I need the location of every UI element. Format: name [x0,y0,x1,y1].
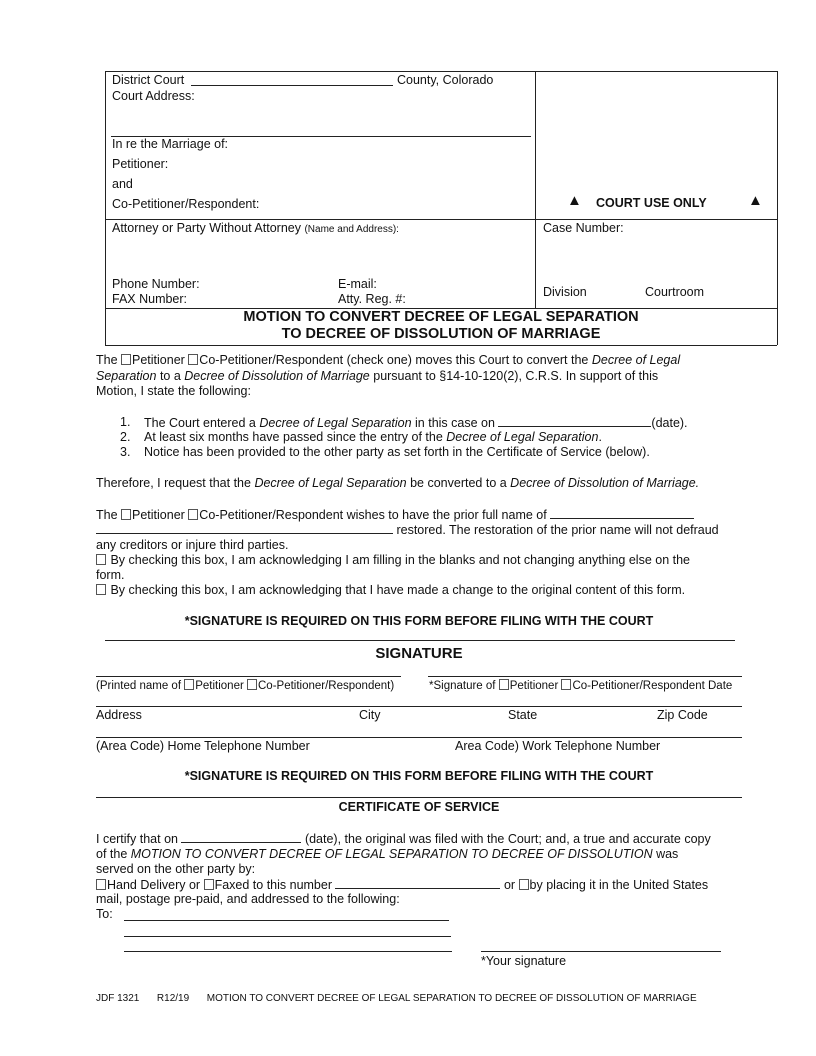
footer-form-id: JDF 1321 [96,993,140,1004]
caption-left-border [105,71,106,345]
signature-required-notice: *SIGNATURE IS REQUIRED ON THIS FORM BEFORE FILING WITH THE COURT [184,614,654,628]
address-line[interactable] [96,706,742,707]
printed-name-line[interactable] [96,676,401,677]
restore-petitioner-checkbox[interactable] [121,509,131,520]
certificate-required-notice: *SIGNATURE IS REQUIRED ON THIS FORM BEFORE FILING WITH THE COURT [184,769,654,783]
ack-blanks-line: By checking this box, I am acknowledging I am filling in the blanks and not changing anything else on the [96,553,690,567]
footer-revision: R12/19 [156,993,190,1004]
certificate-heading: CERTIFICATE OF SERVICE [338,800,500,814]
division-label: Division [543,285,587,299]
caption-divider [535,71,536,308]
caption-right-border [777,71,778,345]
city-label: City [359,708,381,722]
name-restore-line-3: any creditors or injure third parties. [96,538,289,552]
caption-mid-border [105,219,777,220]
court-use-only-label: COURT USE ONLY [596,196,707,210]
to-label: To: [96,907,113,921]
item-3-number: 3. [120,445,131,459]
prior-name-blank[interactable] [550,507,694,519]
filing-date-blank[interactable] [181,831,301,843]
triangle-left-icon: ▲ [567,192,582,209]
decree-date-blank[interactable] [498,415,651,427]
to-address-line-1[interactable] [124,920,449,921]
name-restore-line-2: restored. The restoration of the prior name will not defraud [96,522,719,537]
certificate-line-2: of the MOTION TO CONVERT DECREE OF LEGAL SEPARATION TO DECREE OF DISSOLUTION was [96,847,679,861]
footer-title: MOTION TO CONVERT DECREE OF LEGAL SEPARATION TO DECREE OF DISSOLUTION OF MARRIAGE [206,993,697,1004]
ack-change-checkbox[interactable] [96,584,106,595]
atty-reg-label: Atty. Reg. #: [338,292,406,306]
motion-title: MOTION TO CONVERT DECREE OF LEGAL SEPARATION TO DECREE OF DISSOLUTION OF MARRIAGE [243,309,639,342]
printed-petitioner-checkbox[interactable] [184,679,194,690]
ack-blanks-checkbox[interactable] [96,554,106,565]
work-phone-label: Area Code) Work Telephone Number [455,739,661,753]
mail-checkbox[interactable] [519,879,529,890]
email-label: E-mail: [338,277,377,291]
intro-line-1: The Petitioner Co-Petitioner/Respondent (check one) moves this Court to convert the Decree of Legal [96,353,681,367]
court-address-label: Court Address: [112,89,195,103]
printed-co-petitioner-checkbox[interactable] [247,679,257,690]
caption-top-border [105,71,777,72]
restore-co-petitioner-checkbox[interactable] [188,509,198,520]
phone-label: Phone Number: [112,277,200,291]
to-address-line-3[interactable] [124,951,452,952]
item-3: Notice has been provided to the other party as set forth in the Certificate of Service (below). [144,445,650,459]
your-signature-line[interactable] [481,951,721,952]
intro-line-2: Separation to a Decree of Dissolution of Marriage pursuant to §14-10-120(2), C.R.S. In support of this [96,369,659,383]
certificate-divider [96,797,742,798]
certificate-line-5: mail, postage pre-paid, and addressed to the following: [96,892,400,906]
ack-change-line: By checking this box, I am acknowledging that I have made a change to the original content of this form. [96,583,685,597]
sig-co-petitioner-checkbox[interactable] [561,679,571,690]
sig-petitioner-checkbox[interactable] [499,679,509,690]
county-label: County, Colorado [397,73,494,87]
ack-blanks-line-2: form. [96,568,125,582]
signature-divider [105,640,735,641]
certificate-line-4: Hand Delivery or Faxed to this number or by placing it in the United States [96,877,708,892]
phone-line[interactable] [96,737,742,738]
certificate-line-3: served on the other party by: [96,862,256,876]
fax-label: FAX Number: [112,292,188,306]
co-petitioner-label: Co-Petitioner/Respondent: [112,197,260,211]
fax-number-blank[interactable] [335,877,500,889]
printed-name-label: (Printed name of Petitioner Co-Petitioner/Respondent) [96,680,395,692]
to-address-line-2[interactable] [124,936,451,937]
attorney-label: Attorney or Party Without Attorney (Name and Address): [112,221,399,235]
co-petitioner-checkbox[interactable] [188,354,198,365]
state-label: State [508,708,538,722]
therefore-paragraph: Therefore, I request that the Decree of Legal Separation be converted to a Decree of Dissolution of Marriage. [96,476,700,490]
district-court-blank[interactable] [191,74,393,86]
hand-delivery-checkbox[interactable] [96,879,106,890]
item-1: The Court entered a Decree of Legal Separation in this case on (date). [144,416,688,430]
triangle-right-icon: ▲ [748,192,763,209]
and-label: and [112,177,133,191]
home-phone-label: (Area Code) Home Telephone Number [96,739,310,753]
petitioner-label: Petitioner: [112,157,169,171]
footer [96,993,697,1004]
item-2-number: 2. [120,430,131,444]
signature-label: *Signature of Petitioner Co-Petitioner/Respondent Date [429,680,733,692]
in-re-label: In re the Marriage of: [112,137,229,151]
zip-label: Zip Code [657,708,708,722]
name-restore-line-1: The Petitioner Co-Petitioner/Respondent wishes to have the prior full name of [96,507,694,522]
item-1-number: 1. [120,415,131,429]
petitioner-checkbox[interactable] [121,354,131,365]
district-court-label: District Court [112,73,185,87]
faxed-checkbox[interactable] [204,879,214,890]
address-label: Address [96,708,142,722]
courtroom-label: Courtroom [645,285,705,299]
signature-line[interactable] [428,676,742,677]
certificate-line-1: I certify that on (date), the original was filed with the Court; and, a true and accurate copy [96,832,711,846]
caption-bottom-border [105,345,777,346]
case-number-label: Case Number: [543,221,624,235]
item-2: At least six months have passed since the entry of the Decree of Legal Separation. [144,430,602,444]
signature-heading: SIGNATURE [375,645,463,662]
your-signature-label: *Your signature [481,954,567,968]
intro-line-3: Motion, I state the following: [96,384,251,398]
prior-name-blank-2[interactable] [96,522,393,534]
